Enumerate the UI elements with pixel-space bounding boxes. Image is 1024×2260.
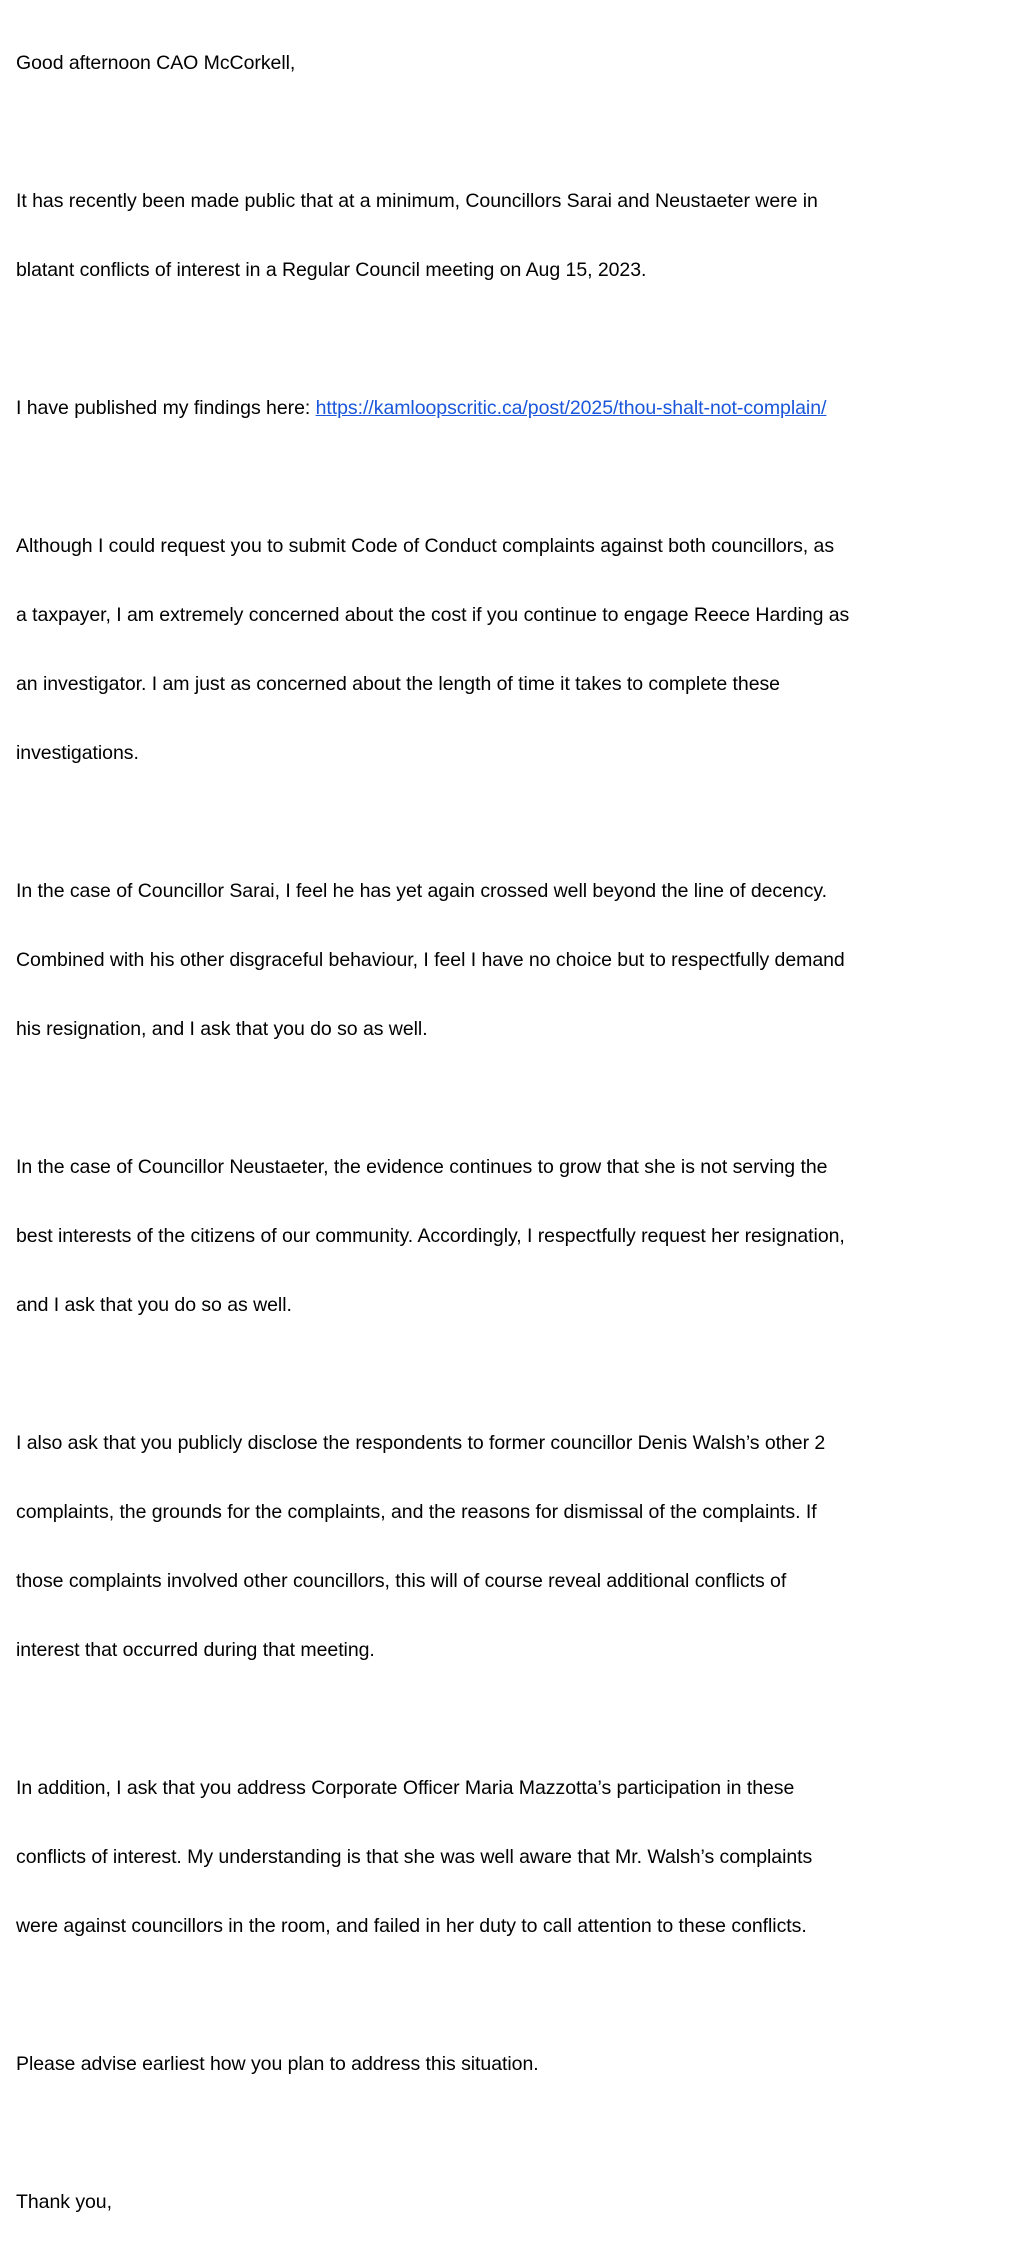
text-line: and I ask that you do so as well. bbox=[16, 1294, 292, 1316]
greeting-text: Good afternoon CAO McCorkell, bbox=[16, 52, 296, 74]
text-line: conflicts of interest. My understanding is that she was well aware that Mr. Walsh’s complaints bbox=[16, 1846, 813, 1868]
text-line: complaints, the grounds for the complaints, and the reasons for dismissal of the complaints. If bbox=[16, 1501, 817, 1523]
paragraph-spacer bbox=[16, 121, 1016, 144]
text-line: investigations. bbox=[16, 742, 139, 764]
text-line bbox=[16, 397, 1016, 420]
paragraph-spacer bbox=[16, 1087, 1016, 1110]
paragraph-mazzotta bbox=[16, 1731, 1016, 1984]
text-line: interest that occurred during that meeting. bbox=[16, 1639, 375, 1661]
text-line: were against councillors in the room, and failed in her duty to call attention to these conflicts. bbox=[16, 1915, 807, 1937]
text-line: I also ask that you publicly disclose the respondents to former councillor Denis Walsh’s other 2 bbox=[16, 1432, 826, 1454]
closing-text: Thank you, bbox=[16, 2191, 112, 2213]
text-line: Combined with his other disgraceful behaviour, I feel I have no choice but to respectfully demand bbox=[16, 949, 845, 971]
text-line: Please advise earliest how you plan to address this situation. bbox=[16, 2053, 539, 2075]
findings-link[interactable]: https://kamloopscritic.ca/post/2025/thou-shalt-not-complain/ bbox=[315, 397, 827, 419]
text-line: Although I could request you to submit Code of Conduct complaints against both councillors, as bbox=[16, 535, 835, 557]
paragraph-investigation-cost bbox=[16, 489, 1016, 811]
text-line: an investigator. I am just as concerned about the length of time it takes to complete these bbox=[16, 673, 780, 695]
paragraph-conflicts-public bbox=[16, 144, 1016, 328]
paragraph-spacer bbox=[16, 328, 1016, 351]
text-line: blatant conflicts of interest in a Regular Council meeting on Aug 15, 2023. bbox=[16, 259, 647, 281]
closing bbox=[16, 2145, 1016, 2260]
paragraph-neustaeter bbox=[16, 1110, 1016, 1363]
text-line: In the case of Councillor Neustaeter, the evidence continues to grow that she is not serving the bbox=[16, 1156, 828, 1178]
paragraph-spacer bbox=[16, 2122, 1016, 2145]
text-line: those complaints involved other councillors, this will of course reveal additional conflicts of bbox=[16, 1570, 787, 1592]
findings-prefix: I have published my findings here: bbox=[16, 397, 316, 419]
text-line: best interests of the citizens of our community. Accordingly, I respectfully request her resignation, bbox=[16, 1225, 845, 1247]
paragraph-spacer bbox=[16, 1984, 1016, 2007]
text-line: his resignation, and I ask that you do so as well. bbox=[16, 1018, 428, 1040]
paragraph-sarai bbox=[16, 834, 1016, 1087]
text-line: a taxpayer, I am extremely concerned about the cost if you continue to engage Reece Harding as bbox=[16, 604, 850, 626]
paragraph-findings bbox=[16, 351, 1016, 466]
paragraph-spacer bbox=[16, 1708, 1016, 1731]
paragraph-please-advise bbox=[16, 2007, 1016, 2122]
paragraph-spacer bbox=[16, 1363, 1016, 1386]
text-line: It has recently been made public that at a minimum, Councillors Sarai and Neustaeter were in bbox=[16, 190, 818, 212]
paragraph-spacer bbox=[16, 466, 1016, 489]
paragraph-spacer bbox=[16, 811, 1016, 834]
text-line: In addition, I ask that you address Corporate Officer Maria Mazzotta’s participation in these bbox=[16, 1777, 795, 1799]
greeting bbox=[16, 6, 1016, 121]
email-body bbox=[16, 6, 1016, 2260]
paragraph-walsh-complaints bbox=[16, 1386, 1016, 1708]
text-line: In the case of Councillor Sarai, I feel he has yet again crossed well beyond the line of decency. bbox=[16, 880, 828, 902]
